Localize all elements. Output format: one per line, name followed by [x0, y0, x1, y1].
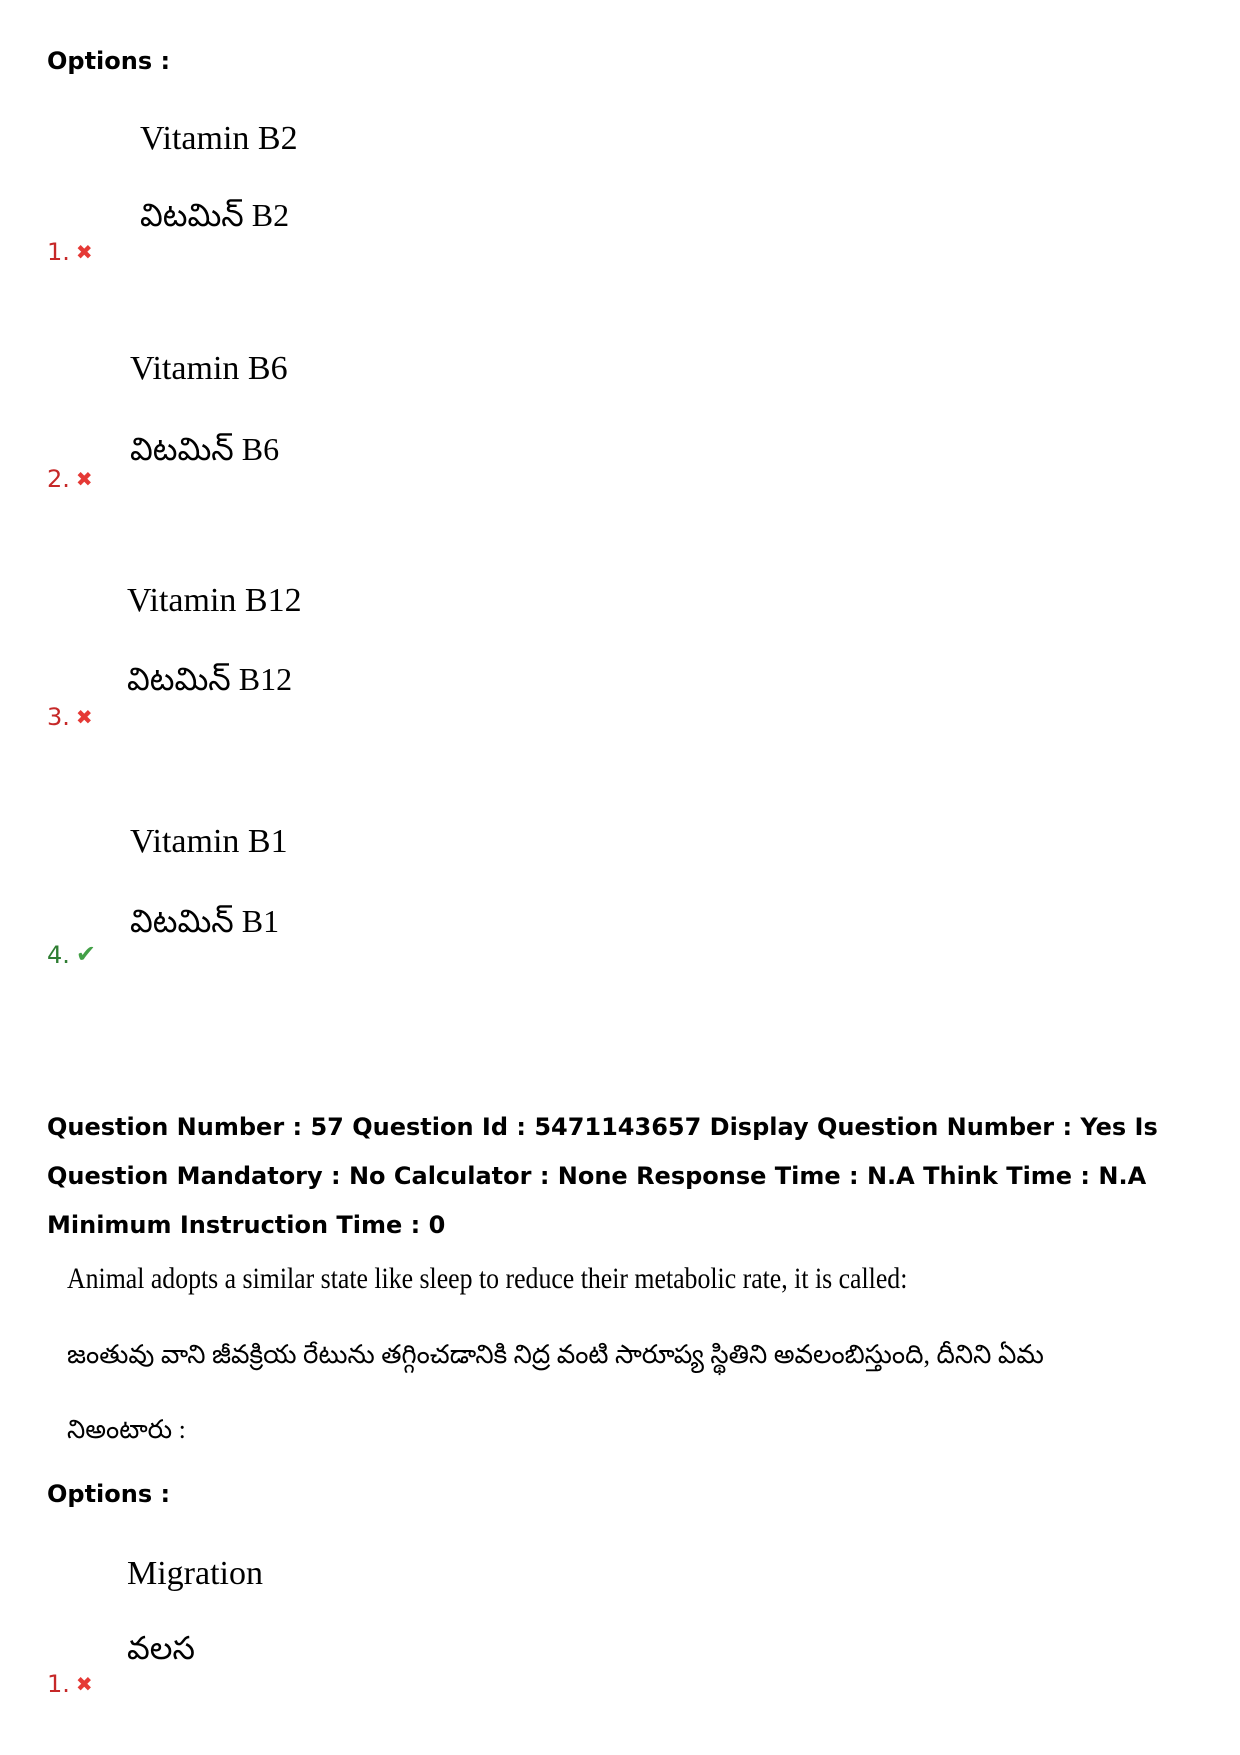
- cross-icon: ✖: [75, 705, 93, 729]
- question-text-telugu-line-1: జంతువు వాని జీవక్రియ రేటును తగ్గించడానికి నిద్ర వంటి సారూప్య స్థితిని అవలంబిస్తుంది, దీనిని ఏమ: [67, 1340, 1044, 1369]
- option-2-number-row: [47, 465, 93, 493]
- option-3-english: Vitamin B12: [127, 582, 302, 619]
- option-1-telugu: విటమిన్ B2: [140, 197, 290, 233]
- question-text-english: Animal adopts a similar state like sleep to reduce their metabolic rate, it is called:: [67, 1262, 908, 1295]
- option-1-number: 1.: [47, 1670, 70, 1698]
- option-3-number-row: [47, 703, 93, 731]
- option-2-english: Vitamin B6: [130, 350, 288, 387]
- options-label: Options :: [47, 1480, 171, 1508]
- option-2-number: 2.: [47, 465, 70, 493]
- option-2-telugu: విటమిన్ B6: [130, 431, 280, 467]
- cross-icon: ✖: [75, 467, 93, 491]
- cross-icon: ✖: [75, 1672, 93, 1696]
- option-1-number-row: [47, 1670, 93, 1698]
- question-metadata: Question Number : 57 Question Id : 5471143657 Display Question Number : Yes Is Question Mandatory : No Calculator : None Response Time : N.A Think Time : N.A Minimum Instruction Time : 0: [47, 1113, 1158, 1239]
- option-3-telugu: విటమిన్ B12: [127, 661, 293, 697]
- option-1-telugu: వలస: [127, 1630, 195, 1666]
- option-4-number: 4.: [47, 941, 70, 969]
- option-3-number: 3.: [47, 703, 70, 731]
- cross-icon: ✖: [75, 240, 93, 264]
- check-icon: ✔: [75, 940, 97, 968]
- option-1-english: Vitamin B2: [140, 120, 298, 157]
- option-1-english: Migration: [127, 1555, 263, 1592]
- question-text-telugu-line-2: నిఅంటారు :: [67, 1415, 186, 1444]
- option-4-number-row: [47, 940, 96, 969]
- options-label: Options :: [47, 47, 171, 75]
- option-1-number-row: [47, 238, 93, 266]
- option-4-english: Vitamin B1: [130, 823, 288, 860]
- option-1-number: 1.: [47, 238, 70, 266]
- option-4-telugu: విటమిన్ B1: [130, 903, 280, 939]
